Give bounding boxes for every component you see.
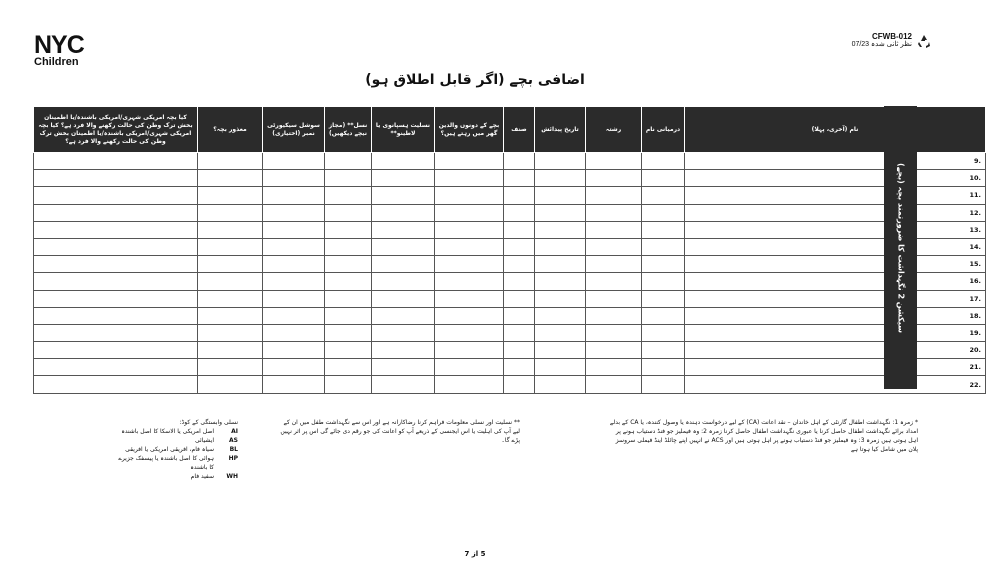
table-cell[interactable]	[586, 273, 642, 290]
race-code-row	[118, 436, 238, 445]
race-code-row	[118, 472, 238, 481]
table-cell[interactable]	[198, 273, 263, 290]
table-cell[interactable]	[435, 273, 504, 290]
table-cell[interactable]	[325, 204, 372, 221]
table-cell[interactable]	[586, 359, 642, 376]
table-cell[interactable]	[198, 376, 263, 393]
table-cell[interactable]	[325, 153, 372, 170]
table-cell[interactable]	[198, 359, 263, 376]
table-cell[interactable]	[372, 187, 435, 204]
race-code: HP	[228, 455, 238, 462]
table-cell[interactable]	[586, 221, 642, 238]
table-cell[interactable]	[263, 359, 325, 376]
table-cell[interactable]	[504, 204, 535, 221]
table-cell[interactable]	[198, 221, 263, 238]
race-code-desc: اصل امریکی یا الاسکا کا اصل باشندہ	[121, 428, 214, 435]
table-cell[interactable]	[372, 204, 435, 221]
table-cell[interactable]	[435, 221, 504, 238]
table-cell[interactable]	[586, 342, 642, 359]
table-cell[interactable]	[325, 256, 372, 273]
race-code-desc: سیاہ فام، افریقی امریکی یا افریقی	[125, 446, 214, 453]
column-header: رشتہ	[586, 107, 642, 153]
table-cell[interactable]	[535, 221, 586, 238]
table-cell[interactable]	[263, 221, 325, 238]
table-cell[interactable]	[586, 204, 642, 221]
table-cell[interactable]	[34, 324, 198, 341]
table-cell[interactable]	[586, 376, 642, 393]
table-cell[interactable]	[263, 307, 325, 324]
table-cell[interactable]	[372, 359, 435, 376]
table-cell[interactable]	[263, 342, 325, 359]
table-cell[interactable]	[504, 342, 535, 359]
table-cell[interactable]	[642, 307, 685, 324]
table-row	[34, 359, 986, 376]
row-number-name-cell[interactable]: .20	[685, 342, 986, 359]
table-cell[interactable]	[586, 256, 642, 273]
table-cell[interactable]	[586, 187, 642, 204]
table-cell[interactable]	[642, 170, 685, 187]
logo-nyc: NYC	[34, 31, 84, 59]
column-header: نسل** (مجاز نیچے دیکھیں)	[325, 107, 372, 153]
column-header: سوشل سیکیورٹی نمبر (اختیاری)	[263, 107, 325, 153]
table-cell[interactable]	[504, 324, 535, 341]
table-cell[interactable]	[435, 359, 504, 376]
table-cell[interactable]	[535, 256, 586, 273]
table-row	[34, 324, 986, 341]
section-side-label-text: سیکشن 2 نگہداشت کا ضرورتمند بچہ (بچے)	[896, 162, 905, 333]
table-cell[interactable]	[325, 238, 372, 255]
row-number-name-cell[interactable]: .14	[685, 238, 986, 255]
table-cell[interactable]	[535, 359, 586, 376]
table-cell[interactable]	[435, 324, 504, 341]
table-cell[interactable]	[372, 256, 435, 273]
table-cell[interactable]	[263, 170, 325, 187]
table-cell[interactable]	[372, 376, 435, 393]
table-row	[34, 170, 986, 187]
column-header: بچے کے دونوں والدین گھر میں رہتے ہیں؟	[435, 107, 504, 153]
table-cell[interactable]	[263, 376, 325, 393]
row-number-name-cell[interactable]: .10	[685, 170, 986, 187]
table-cell[interactable]	[586, 170, 642, 187]
table-cell[interactable]	[263, 204, 325, 221]
table-cell[interactable]	[504, 359, 535, 376]
table-cell[interactable]	[642, 273, 685, 290]
column-header: تاریخ پیدائش	[535, 107, 586, 153]
table-cell[interactable]	[642, 204, 685, 221]
table-cell[interactable]	[504, 238, 535, 255]
table-cell[interactable]	[263, 256, 325, 273]
column-header: صنف	[504, 107, 535, 153]
row-number-name-cell[interactable]: .16	[685, 273, 986, 290]
footnote-ethnicity: ** نسلیت اور نسلی معلومات فراہم کرنا رضاکارانہ ہے اور اس سے نگہداشت طفل میں ان کے لیے آپ کی اہلیت یا اس ایجنسی کے ذریعے آپ کو اعانت کی جو رقم دی جائے گی اس پر اثر نہیں پڑے گا۔	[280, 419, 520, 444]
table-cell[interactable]	[325, 342, 372, 359]
table-cell[interactable]	[586, 153, 642, 170]
nyc-children-logo	[34, 31, 98, 68]
table-cell[interactable]	[34, 359, 198, 376]
table-row	[34, 290, 986, 307]
table-cell[interactable]	[198, 238, 263, 255]
table-row	[34, 273, 986, 290]
table-cell[interactable]	[642, 290, 685, 307]
table-cell[interactable]	[435, 307, 504, 324]
table-row	[34, 153, 986, 170]
table-cell[interactable]	[435, 342, 504, 359]
table-cell[interactable]	[325, 221, 372, 238]
table-cell[interactable]	[34, 238, 198, 255]
column-header: معذور بچہ؟	[198, 107, 263, 153]
table-cell[interactable]	[263, 187, 325, 204]
table-cell[interactable]	[535, 290, 586, 307]
race-code-desc: ایشیائی	[195, 437, 214, 444]
table-cell[interactable]	[198, 204, 263, 221]
table-cell[interactable]	[535, 273, 586, 290]
table-cell[interactable]	[34, 376, 198, 393]
table-cell[interactable]	[504, 290, 535, 307]
table-cell[interactable]	[198, 170, 263, 187]
table-cell[interactable]	[435, 290, 504, 307]
table-cell[interactable]	[535, 204, 586, 221]
table-cell[interactable]	[325, 376, 372, 393]
table-cell[interactable]	[34, 153, 198, 170]
column-header: نسلیت ہسپانوی یا لاطینو**	[372, 107, 435, 153]
table-cell[interactable]	[198, 290, 263, 307]
table-cell[interactable]	[34, 187, 198, 204]
table-cell[interactable]	[372, 307, 435, 324]
table-cell[interactable]	[535, 376, 586, 393]
table-cell[interactable]	[372, 324, 435, 341]
race-code: AS	[229, 437, 238, 444]
logo-children: Children	[34, 56, 79, 68]
recycle-icon	[916, 34, 932, 50]
table-cell[interactable]	[198, 153, 263, 170]
table-cell[interactable]	[504, 307, 535, 324]
row-number-name-cell[interactable]: .22	[685, 376, 986, 393]
table-cell[interactable]	[535, 170, 586, 187]
table-cell[interactable]	[535, 324, 586, 341]
table-cell[interactable]	[34, 273, 198, 290]
race-code-desc: سفید فام	[190, 473, 214, 480]
table-cell[interactable]	[535, 153, 586, 170]
table-cell[interactable]	[263, 324, 325, 341]
table-cell[interactable]	[586, 290, 642, 307]
table-cell[interactable]	[198, 256, 263, 273]
page-title: اضافی بچے (اگر قابل اطلاق ہو)	[365, 72, 585, 88]
race-code-row	[118, 454, 238, 472]
table-cell[interactable]	[435, 204, 504, 221]
table-cell[interactable]	[642, 187, 685, 204]
table-cell[interactable]	[34, 204, 198, 221]
table-cell[interactable]	[34, 221, 198, 238]
table-cell[interactable]	[325, 324, 372, 341]
table-cell[interactable]	[372, 273, 435, 290]
race-code: AI	[231, 428, 238, 435]
row-number-name-cell[interactable]: .12	[685, 204, 986, 221]
table-cell[interactable]	[535, 307, 586, 324]
page-number: 5 از 7	[464, 550, 486, 558]
race-codes-title: نسلی وابستگی کے کوڈ:	[179, 419, 238, 426]
column-header: کیا بچہ امریکی شہری/امریکی باشندہ/یا اطمینان بخش ترک وطن کی حالت رکھنے والا فرد ہے؟ کیا بچہ امریکی شہری/امریکی باشندہ/یا اطمینان بخش ترک وطن کی حالت رکھنے والا فرد ہے؟	[34, 107, 198, 153]
table-cell[interactable]	[435, 187, 504, 204]
row-number-name-cell[interactable]: .13	[685, 221, 986, 238]
table-cell[interactable]	[642, 221, 685, 238]
table-cell[interactable]	[435, 256, 504, 273]
additional-children-table	[33, 106, 986, 394]
table-cell[interactable]	[435, 238, 504, 255]
race-code-row	[118, 445, 238, 454]
table-cell[interactable]	[435, 153, 504, 170]
table-row	[34, 204, 986, 221]
table-cell[interactable]	[263, 153, 325, 170]
table-cell[interactable]	[535, 187, 586, 204]
table-cell[interactable]	[372, 153, 435, 170]
form-code-block	[852, 33, 912, 49]
row-number-name-cell[interactable]: .9	[685, 153, 986, 170]
table-cell[interactable]	[34, 170, 198, 187]
row-number-name-cell[interactable]: .19	[685, 324, 986, 341]
table-cell[interactable]	[642, 376, 685, 393]
table-cell[interactable]	[34, 290, 198, 307]
table-cell[interactable]	[535, 238, 586, 255]
table-cell[interactable]	[263, 290, 325, 307]
row-number-name-cell[interactable]: .17	[685, 290, 986, 307]
table-header-row	[34, 107, 986, 153]
row-number-name-cell[interactable]: .11	[685, 187, 986, 204]
table-cell[interactable]	[372, 290, 435, 307]
column-header: نام (آخری، پہلا)	[685, 107, 986, 153]
table-cell[interactable]	[325, 290, 372, 307]
table-row	[34, 307, 986, 324]
table-cell[interactable]	[504, 153, 535, 170]
table-cell[interactable]	[642, 342, 685, 359]
table-row	[34, 238, 986, 255]
table-cell[interactable]	[198, 342, 263, 359]
table-cell[interactable]	[325, 170, 372, 187]
table-cell[interactable]	[642, 359, 685, 376]
table-cell[interactable]	[198, 187, 263, 204]
table-cell[interactable]	[586, 324, 642, 341]
footnote-categories: * زمرہ 1: نگہداشت اطفال گارنٹی کے اہل خاندان – نقد اعانت (CA) کے لیے درخواست دہندہ یا وصول کنندہ، یا CA کے بدلے امداد برائے نگہداشت اطفال حاصل کرنا یا عبوری نگہداشت اطفال حاصل کرنا زمرہ 2: وہ فیملیز جو فنڈ دستیاب ہونے پر اہل ہوتی ہیں زمرہ 3: وہ فیملیز جو فنڈ دستیاب ہونے پر اہل ہوتی ہیں اور ACS نے انہیں اپنے چائلڈ اینڈ فیملی سروسز پلان میں شامل کیا ہوتا ہے	[609, 419, 918, 453]
table-cell[interactable]	[504, 256, 535, 273]
table-cell[interactable]	[325, 273, 372, 290]
table-cell[interactable]	[372, 221, 435, 238]
table-row	[34, 256, 986, 273]
table-row	[34, 187, 986, 204]
table-cell[interactable]	[325, 359, 372, 376]
table-cell[interactable]	[535, 342, 586, 359]
race-codes	[118, 418, 238, 481]
table-cell[interactable]	[372, 170, 435, 187]
table-row	[34, 221, 986, 238]
table-cell[interactable]	[504, 170, 535, 187]
race-code: WH	[226, 473, 238, 480]
table-cell[interactable]	[435, 376, 504, 393]
section-side-label	[884, 106, 917, 389]
table-cell[interactable]	[263, 273, 325, 290]
table-cell[interactable]	[372, 238, 435, 255]
table-cell[interactable]	[504, 187, 535, 204]
table-cell[interactable]	[642, 238, 685, 255]
table-row	[34, 376, 986, 393]
race-code: BL	[229, 446, 238, 453]
table-cell[interactable]	[586, 238, 642, 255]
table-cell[interactable]	[504, 221, 535, 238]
form-code: CFWB-012	[871, 32, 912, 41]
race-code-row	[118, 427, 238, 436]
table-cell[interactable]	[198, 307, 263, 324]
table-cell[interactable]	[642, 256, 685, 273]
race-codes-list	[118, 427, 238, 481]
table-cell[interactable]	[325, 307, 372, 324]
race-code-desc: ہوائی کا اصل باشندہ یا پیسفک جزیرے کا باشندہ	[118, 455, 214, 471]
table-row	[34, 342, 986, 359]
row-number-name-cell[interactable]: .21	[685, 359, 986, 376]
table-cell[interactable]	[34, 256, 198, 273]
table-cell[interactable]	[34, 307, 198, 324]
column-header: درمیانی نام	[642, 107, 685, 153]
row-number-name-cell[interactable]: .15	[685, 256, 986, 273]
table-cell[interactable]	[435, 170, 504, 187]
revision-date: نظر ثانی شدہ 07/23	[851, 41, 912, 48]
row-number-name-cell[interactable]: .18	[685, 307, 986, 324]
table-cell[interactable]	[504, 376, 535, 393]
table-cell[interactable]	[372, 342, 435, 359]
table-cell[interactable]	[325, 187, 372, 204]
table-cell[interactable]	[198, 324, 263, 341]
table-body	[34, 153, 986, 394]
table-cell[interactable]	[263, 238, 325, 255]
table-cell[interactable]	[642, 324, 685, 341]
table-cell[interactable]	[642, 153, 685, 170]
table-cell[interactable]	[34, 342, 198, 359]
table-cell[interactable]	[586, 307, 642, 324]
table-cell[interactable]	[504, 273, 535, 290]
